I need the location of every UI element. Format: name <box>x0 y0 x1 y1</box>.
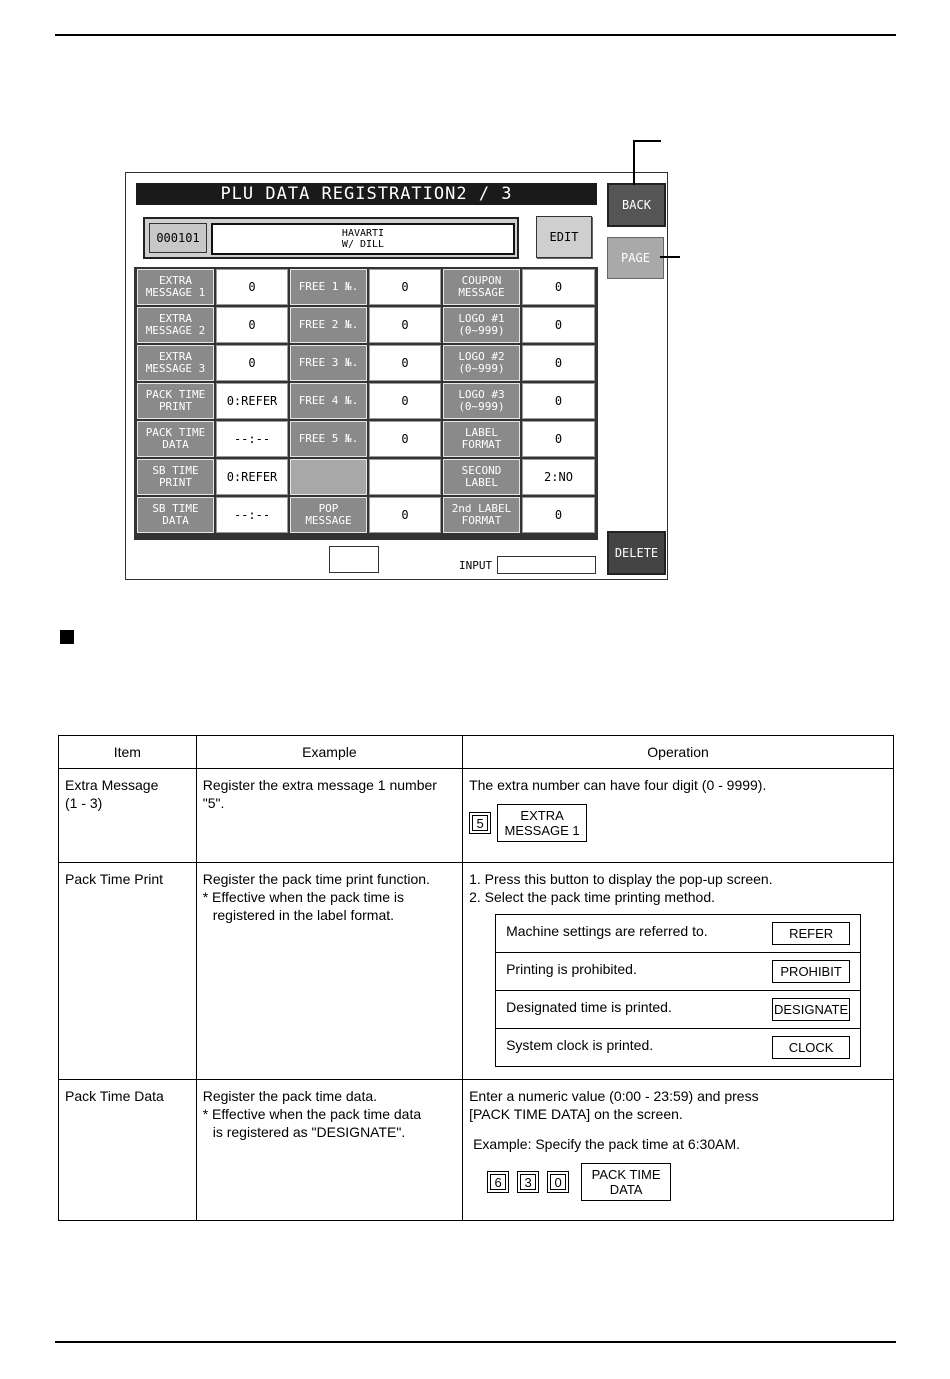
field-label-line: DATA <box>162 514 189 527</box>
field-label-line: FORMAT <box>461 514 502 527</box>
example-cell <box>196 863 462 1080</box>
field-label[interactable] <box>290 421 367 457</box>
screen-title: PLU DATA REGISTRATION2 / 3 <box>136 183 597 205</box>
field-value: 2:NO <box>522 459 595 495</box>
field-label-line: (0~999) <box>458 400 505 413</box>
field-description-table <box>58 735 894 1221</box>
field-label[interactable] <box>443 421 520 457</box>
option-row <box>496 991 861 1029</box>
field-label-line: LOGO #1 <box>458 312 505 325</box>
option-row <box>496 1029 861 1067</box>
field-label[interactable] <box>137 421 214 457</box>
field-label-line: PACK TIME <box>145 426 206 439</box>
header-example: Example <box>196 736 462 769</box>
table-row <box>59 1080 894 1221</box>
field-label[interactable] <box>137 497 214 533</box>
extra-message-key <box>497 804 587 842</box>
digit-key: 6 <box>487 1171 509 1193</box>
clock-button: CLOCK <box>772 1036 850 1059</box>
field-value: 0 <box>369 383 441 419</box>
field-label[interactable] <box>137 383 214 419</box>
example-cell: Register the extra message 1 number "5". <box>196 769 462 863</box>
plu-code: 000101 <box>149 223 207 253</box>
key-sequence <box>469 804 887 842</box>
field-value: 0 <box>216 345 288 381</box>
field-label[interactable] <box>137 459 214 495</box>
field-label-line: FREE 5 №. <box>298 432 359 445</box>
key-label-line1: EXTRA <box>520 808 564 823</box>
table-row <box>59 769 894 863</box>
field-value: 0 <box>216 307 288 343</box>
field-value: 0 <box>369 421 441 457</box>
operation-cell <box>463 1080 894 1221</box>
top-rule <box>55 34 896 36</box>
field-label-line: PACK TIME <box>145 388 206 401</box>
field-label-line: FREE 3 №. <box>298 356 359 369</box>
item-range: (1 - 3) <box>65 795 103 811</box>
key-label-line1: PACK TIME <box>591 1167 661 1182</box>
field-label-line: COUPON <box>461 274 502 287</box>
field-label[interactable] <box>290 345 367 381</box>
delete-button[interactable]: DELETE <box>607 531 666 575</box>
option-row <box>496 915 861 953</box>
field-label-line: LABEL <box>464 426 499 439</box>
input-label: INPUT <box>459 559 493 572</box>
table-row <box>59 863 894 1080</box>
refer-button: REFER <box>772 922 850 945</box>
operation-cell <box>463 769 894 863</box>
example-text: Register the pack time print function. <box>202 871 430 887</box>
field-label-line: FREE 2 №. <box>298 318 359 331</box>
field-label-line: PRINT <box>158 400 193 413</box>
field-value: 0 <box>522 497 595 533</box>
field-value: 0 <box>369 345 441 381</box>
example-cell <box>196 1080 462 1221</box>
plu-name-line2: W/ DILL <box>341 239 385 250</box>
item-cell: Pack Time Data <box>59 1080 197 1221</box>
field-label-line: POP <box>318 502 339 515</box>
input-field[interactable] <box>497 556 596 574</box>
field-label-line: FREE 1 №. <box>298 280 359 293</box>
field-value: 0:REFER <box>216 383 288 419</box>
edit-button[interactable]: EDIT <box>536 216 592 258</box>
option-text: Machine settings are referred to. <box>506 923 708 939</box>
field-label-line: EXTRA <box>158 350 193 363</box>
example-specification: Example: Specify the pack time at 6:30AM. <box>473 1136 740 1152</box>
field-label-line: MESSAGE 2 <box>145 324 206 337</box>
field-label-line: LABEL <box>464 476 499 489</box>
back-button[interactable]: BACK <box>607 183 666 227</box>
option-text: Designated time is printed. <box>506 999 672 1015</box>
field-value: 0 <box>522 345 595 381</box>
field-label[interactable] <box>137 307 214 343</box>
option-row <box>496 953 861 991</box>
header-item: Item <box>59 736 197 769</box>
print-options-table <box>495 914 861 1067</box>
field-value: 0 <box>369 497 441 533</box>
field-value: 0 <box>369 307 441 343</box>
header-operation: Operation <box>463 736 894 769</box>
operation-line1: Enter a numeric value (0:00 - 23:59) and press <box>469 1088 759 1104</box>
field-value: --:-- <box>216 497 288 533</box>
field-value: 0:REFER <box>216 459 288 495</box>
field-value: --:-- <box>216 421 288 457</box>
designate-button: DESIGNATE <box>772 998 850 1021</box>
step-2: 2. Select the pack time printing method. <box>469 889 716 905</box>
example-note-line2: is registered as "DESIGNATE". <box>212 1124 406 1140</box>
field-label[interactable] <box>443 497 520 533</box>
field-value: 0 <box>522 307 595 343</box>
operation-line2: [PACK TIME DATA] on the screen. <box>469 1106 683 1122</box>
item-cell: Pack Time Print <box>59 863 197 1080</box>
plu-name-line1: HAVARTI <box>341 228 385 239</box>
field-label-line: EXTRA <box>158 274 193 287</box>
field-value: 0 <box>522 269 595 305</box>
key-sequence <box>469 1163 887 1201</box>
key-label-line2: MESSAGE 1 <box>504 823 580 838</box>
step-1: 1. Press this button to display the pop-up screen. <box>469 871 773 887</box>
field-label[interactable] <box>137 269 214 305</box>
operation-cell <box>463 863 894 1080</box>
digit-key: 3 <box>517 1171 539 1193</box>
field-label-line: FORMAT <box>461 438 502 451</box>
field-label-line: SB TIME <box>152 502 199 515</box>
example-text: Register the pack time data. <box>202 1088 378 1104</box>
plu-name <box>211 223 515 255</box>
field-label[interactable] <box>290 497 367 533</box>
example-note-line1: * Effective when the pack time is <box>202 889 405 905</box>
field-value: 0 <box>369 269 441 305</box>
field-label[interactable] <box>290 459 367 495</box>
field-label-line: LOGO #3 <box>458 388 505 401</box>
field-label-line: MESSAGE 1 <box>145 286 206 299</box>
field-label-line: MESSAGE 3 <box>145 362 206 375</box>
field-value: 0 <box>522 383 595 419</box>
field-value <box>369 459 441 495</box>
field-label-line: DATA <box>162 438 189 451</box>
key-label-line2: DATA <box>609 1182 643 1197</box>
field-value: 0 <box>216 269 288 305</box>
option-text: Printing is prohibited. <box>506 961 637 977</box>
digit-key: 5 <box>469 812 491 834</box>
field-label[interactable] <box>290 383 367 419</box>
field-label-line: (0~999) <box>458 362 505 375</box>
pack-time-data-key <box>581 1163 671 1201</box>
page-callout <box>660 256 680 258</box>
field-label[interactable] <box>443 459 520 495</box>
back-callout-horizontal <box>633 140 661 142</box>
page-button[interactable]: PAGE <box>607 237 664 279</box>
field-label[interactable] <box>443 383 520 419</box>
field-label-line: SB TIME <box>152 464 199 477</box>
operation-text: The extra number can have four digit (0 - 9999). <box>469 777 767 793</box>
digit-key: 0 <box>547 1171 569 1193</box>
message-box <box>329 546 379 573</box>
field-label[interactable] <box>443 345 520 381</box>
plu-header <box>143 217 519 259</box>
field-label[interactable] <box>290 307 367 343</box>
field-label[interactable] <box>290 269 367 305</box>
field-label-line: FREE 4 №. <box>298 394 359 407</box>
field-label[interactable] <box>443 307 520 343</box>
field-label-line: MESSAGE <box>458 286 505 299</box>
example-note-line1: * Effective when the pack time data <box>202 1106 422 1122</box>
plu-registration-screen <box>125 172 668 580</box>
field-label-line: LOGO #2 <box>458 350 505 363</box>
field-grid <box>134 267 598 540</box>
section-bullet <box>60 630 74 644</box>
field-value: 0 <box>522 421 595 457</box>
option-text: System clock is printed. <box>506 1037 654 1053</box>
example-note-line2: registered in the label format. <box>212 907 395 923</box>
bottom-rule <box>55 1341 896 1343</box>
field-label[interactable] <box>137 345 214 381</box>
field-label-line: PRINT <box>158 476 193 489</box>
field-label-line: EXTRA <box>158 312 193 325</box>
field-label-line: MESSAGE <box>305 514 352 527</box>
field-label-line: (0~999) <box>458 324 505 337</box>
field-label[interactable] <box>443 269 520 305</box>
back-callout-vertical <box>633 140 635 185</box>
table-header-row <box>59 736 894 769</box>
field-label-line: 2nd LABEL <box>451 502 512 515</box>
field-label-line: SECOND <box>461 464 502 477</box>
prohibit-button: PROHIBIT <box>772 960 850 983</box>
item-text: Extra Message <box>65 777 159 793</box>
item-cell <box>59 769 197 863</box>
